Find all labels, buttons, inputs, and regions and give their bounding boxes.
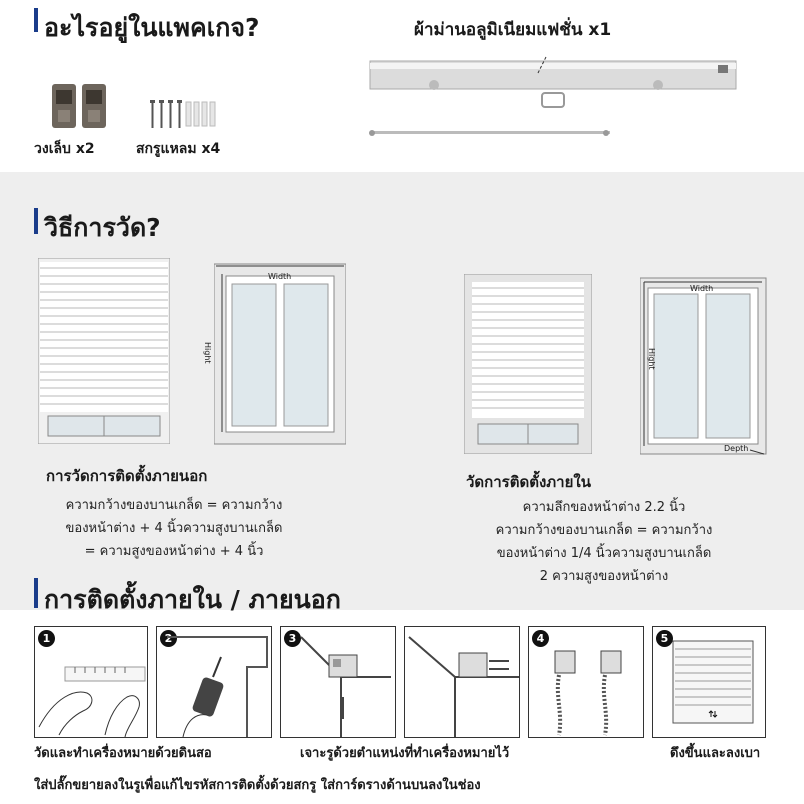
inside-line-1: ความลึกของหน้าต่าง 2.2 นิ้ว bbox=[522, 500, 686, 515]
inside-line-4: 2 ความสูงของหน้าต่าง bbox=[539, 569, 669, 584]
caption-pull: ดึงขึ้นและลงเบา bbox=[670, 746, 761, 761]
inside-height-label: Hight bbox=[647, 348, 656, 370]
install-step-1 bbox=[34, 626, 148, 738]
section-accent-bar bbox=[34, 578, 38, 608]
install-step-3b bbox=[404, 626, 520, 738]
caption-plug-screw: ใส่ปลั๊กขยายลงในรูเพื่อแก้ไขรหัสการติดตั้งด้วยสกรู ใส่การ์ดรางด้านบนลงในช่อง bbox=[34, 778, 481, 793]
outside-title: การวัดการติดตั้งภายนอก bbox=[46, 467, 208, 485]
drill-icon bbox=[157, 627, 271, 737]
outside-line-2: ของหน้าต่าง + 4 นิ้วความสูงบานเกล็ด bbox=[65, 521, 283, 536]
bracket-image bbox=[48, 80, 112, 132]
package-title: อะไรอยู่ในแพคเกจ? bbox=[44, 13, 260, 42]
inside-line-3: ของหน้าต่าง 1/4 นิ้วความสูงบานเกล็ด bbox=[496, 546, 712, 561]
install-step-5 bbox=[652, 626, 766, 738]
section-accent-bar bbox=[34, 8, 38, 32]
inside-blind-image bbox=[464, 274, 592, 454]
inside-title: วัดการติดตั้งภายใน bbox=[466, 473, 591, 491]
bracket-label: วงเล็บ x2 bbox=[34, 141, 95, 157]
measure-tape-icon bbox=[35, 627, 147, 737]
finished-blind-icon bbox=[653, 627, 765, 737]
outside-window-diagram bbox=[214, 262, 346, 446]
install-step-2 bbox=[156, 626, 272, 738]
headrail-image bbox=[366, 55, 742, 145]
step-number: 4 bbox=[532, 630, 549, 647]
section-accent-bar bbox=[34, 208, 38, 234]
measure-title: วิธีการวัด? bbox=[44, 213, 161, 242]
inside-depth-label: Depth bbox=[724, 444, 749, 453]
inside-width-label: Width bbox=[690, 284, 714, 293]
step-number: 1 bbox=[38, 630, 55, 647]
headrail-insert-icon bbox=[529, 627, 643, 737]
blind-label: ผ้าม่านอลูมิเนียมแฟชั่น x1 bbox=[414, 20, 612, 40]
step-number: 2 bbox=[160, 630, 177, 647]
install-title: การติดตั้งภายใน / ภายนอก bbox=[44, 585, 341, 614]
outside-width-label: Width bbox=[268, 272, 292, 281]
screws-image bbox=[146, 98, 218, 130]
inside-line-2: ความกว้างของบานเกล็ด = ความกว้าง bbox=[495, 523, 713, 538]
outside-line-1: ความกว้างของบานเกล็ด = ความกว้าง bbox=[65, 498, 283, 513]
caption-drill: เจาะรูด้วยตำแหน่งที่ทำเครื่องหมายไว้ bbox=[300, 746, 510, 761]
install-step-4 bbox=[528, 626, 644, 738]
caption-measure-mark: วัดและทำเครื่องหมายด้วยดินสอ bbox=[34, 746, 212, 761]
outside-blind-image bbox=[38, 258, 170, 444]
outside-line-3: = ความสูงของหน้าต่าง + 4 นิ้ว bbox=[84, 544, 264, 559]
inside-window-diagram bbox=[640, 276, 768, 458]
install-step-3 bbox=[280, 626, 396, 738]
inside-description bbox=[454, 496, 754, 588]
outside-description bbox=[24, 494, 324, 563]
step-number: 3 bbox=[284, 630, 301, 647]
screw-label: สกรูแหลม x4 bbox=[136, 141, 221, 157]
outside-height-label: Hight bbox=[203, 342, 212, 364]
bracket-screw-icon bbox=[405, 627, 519, 737]
bracket-mount-icon bbox=[281, 627, 395, 737]
step-number: 5 bbox=[656, 630, 673, 647]
